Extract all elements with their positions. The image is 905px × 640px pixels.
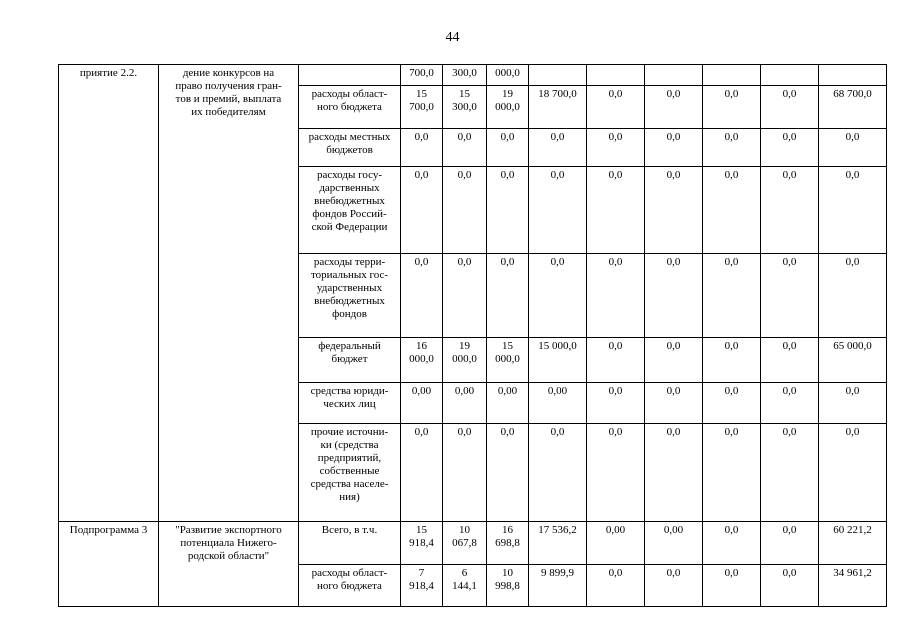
value-cell: 0,0 — [529, 129, 587, 167]
value-cell: 15 000,0 — [487, 338, 529, 383]
value-cell: 0,0 — [443, 424, 487, 522]
value-cell: 19 000,0 — [487, 86, 529, 129]
value-cell: 700,0 — [401, 65, 443, 86]
value-cell: 0,0 — [761, 383, 819, 424]
value-cell: 9 899,9 — [529, 565, 587, 607]
value-cell: 0,00 — [645, 522, 703, 565]
value-cell — [761, 65, 819, 86]
value-cell: 0,0 — [487, 424, 529, 522]
event-title-cell: дение конкурсов на право получения гран- тов и премий, выплата их победителям — [159, 65, 299, 522]
value-cell: 0,0 — [703, 338, 761, 383]
value-cell: 0,0 — [487, 254, 529, 338]
funding-source-cell: прочие источни- ки (средства предприятий, собственные средства населе- ния) — [299, 424, 401, 522]
value-cell: 0,0 — [645, 129, 703, 167]
value-cell: 0,0 — [761, 522, 819, 565]
value-cell: 0,0 — [819, 167, 887, 254]
value-cell: 6 144,1 — [443, 565, 487, 607]
value-cell: 0,0 — [443, 129, 487, 167]
table-row — [59, 65, 887, 86]
value-cell: 0,0 — [645, 383, 703, 424]
budget-table — [58, 64, 887, 607]
value-cell: 19 000,0 — [443, 338, 487, 383]
value-cell — [645, 65, 703, 86]
value-cell: 34 961,2 — [819, 565, 887, 607]
value-cell: 0,0 — [587, 129, 645, 167]
value-cell: 0,0 — [529, 424, 587, 522]
value-cell: 68 700,0 — [819, 86, 887, 129]
funding-source-cell: расходы госу- дарственных внебюджетных фондов Россий- ской Федерации — [299, 167, 401, 254]
value-cell: 10 067,8 — [443, 522, 487, 565]
value-cell: 15 000,0 — [529, 338, 587, 383]
value-cell: 0,00 — [443, 383, 487, 424]
value-cell: 0,0 — [443, 254, 487, 338]
value-cell: 0,0 — [645, 338, 703, 383]
value-cell: 0,0 — [761, 565, 819, 607]
value-cell: 0,0 — [529, 167, 587, 254]
value-cell — [819, 65, 887, 86]
value-cell: 300,0 — [443, 65, 487, 86]
table-row — [59, 522, 887, 565]
subprogram-code-cell: Подпрограмма 3 — [59, 522, 159, 607]
value-cell: 0,0 — [587, 86, 645, 129]
value-cell: 0,0 — [443, 167, 487, 254]
value-cell: 0,0 — [819, 254, 887, 338]
value-cell: 15 300,0 — [443, 86, 487, 129]
value-cell: 0,0 — [703, 522, 761, 565]
value-cell: 0,0 — [587, 167, 645, 254]
value-cell — [703, 65, 761, 86]
value-cell: 0,0 — [703, 254, 761, 338]
value-cell: 0,0 — [703, 86, 761, 129]
value-cell: 0,0 — [703, 383, 761, 424]
value-cell: 0,0 — [645, 86, 703, 129]
value-cell: 0,0 — [761, 167, 819, 254]
value-cell: 0,0 — [587, 565, 645, 607]
value-cell: 0,0 — [703, 167, 761, 254]
value-cell: 0,0 — [761, 424, 819, 522]
value-cell: 000,0 — [487, 65, 529, 86]
value-cell: 0,0 — [401, 254, 443, 338]
funding-source-cell: средства юриди- ческих лиц — [299, 383, 401, 424]
value-cell: 0,0 — [401, 424, 443, 522]
value-cell — [587, 65, 645, 86]
value-cell: 0,0 — [587, 383, 645, 424]
funding-source-cell: расходы област- ного бюджета — [299, 565, 401, 607]
funding-source-cell: расходы терри- ториальных гос- ударственных внебюджетных фондов — [299, 254, 401, 338]
value-cell: 0,0 — [487, 129, 529, 167]
value-cell: 0,0 — [645, 565, 703, 607]
value-cell: 0,00 — [487, 383, 529, 424]
value-cell: 0,0 — [587, 424, 645, 522]
value-cell: 10 998,8 — [487, 565, 529, 607]
value-cell: 0,0 — [761, 86, 819, 129]
value-cell: 0,0 — [761, 254, 819, 338]
value-cell: 0,00 — [587, 522, 645, 565]
funding-source-cell: федеральный бюджет — [299, 338, 401, 383]
value-cell: 0,0 — [819, 424, 887, 522]
funding-source-cell — [299, 65, 401, 86]
value-cell: 16 000,0 — [401, 338, 443, 383]
value-cell: 0,0 — [819, 383, 887, 424]
value-cell: 65 000,0 — [819, 338, 887, 383]
value-cell: 0,0 — [645, 167, 703, 254]
value-cell: 0,0 — [703, 565, 761, 607]
value-cell: 60 221,2 — [819, 522, 887, 565]
value-cell: 7 918,4 — [401, 565, 443, 607]
value-cell: 0,0 — [487, 167, 529, 254]
value-cell: 0,0 — [587, 254, 645, 338]
value-cell: 18 700,0 — [529, 86, 587, 129]
value-cell: 0,0 — [761, 129, 819, 167]
event-code-cell: приятие 2.2. — [59, 65, 159, 522]
value-cell: 0,0 — [703, 129, 761, 167]
funding-source-cell: Всего, в т.ч. — [299, 522, 401, 565]
value-cell: 15 918,4 — [401, 522, 443, 565]
value-cell — [529, 65, 587, 86]
value-cell: 0,0 — [645, 424, 703, 522]
value-cell: 0,0 — [761, 338, 819, 383]
funding-source-cell: расходы област- ного бюджета — [299, 86, 401, 129]
value-cell: 0,0 — [529, 254, 587, 338]
value-cell: 0,0 — [401, 129, 443, 167]
value-cell: 15 700,0 — [401, 86, 443, 129]
subprogram-title-cell: "Развитие экспортного потенциала Нижего- родской области" — [159, 522, 299, 607]
value-cell: 0,0 — [819, 129, 887, 167]
value-cell: 0,0 — [645, 254, 703, 338]
value-cell: 0,00 — [401, 383, 443, 424]
funding-source-cell: расходы местных бюджетов — [299, 129, 401, 167]
value-cell: 0,00 — [529, 383, 587, 424]
value-cell: 17 536,2 — [529, 522, 587, 565]
page-number: 44 — [445, 30, 460, 45]
value-cell: 16 698,8 — [487, 522, 529, 565]
value-cell: 0,0 — [703, 424, 761, 522]
value-cell: 0,0 — [587, 338, 645, 383]
value-cell: 0,0 — [401, 167, 443, 254]
